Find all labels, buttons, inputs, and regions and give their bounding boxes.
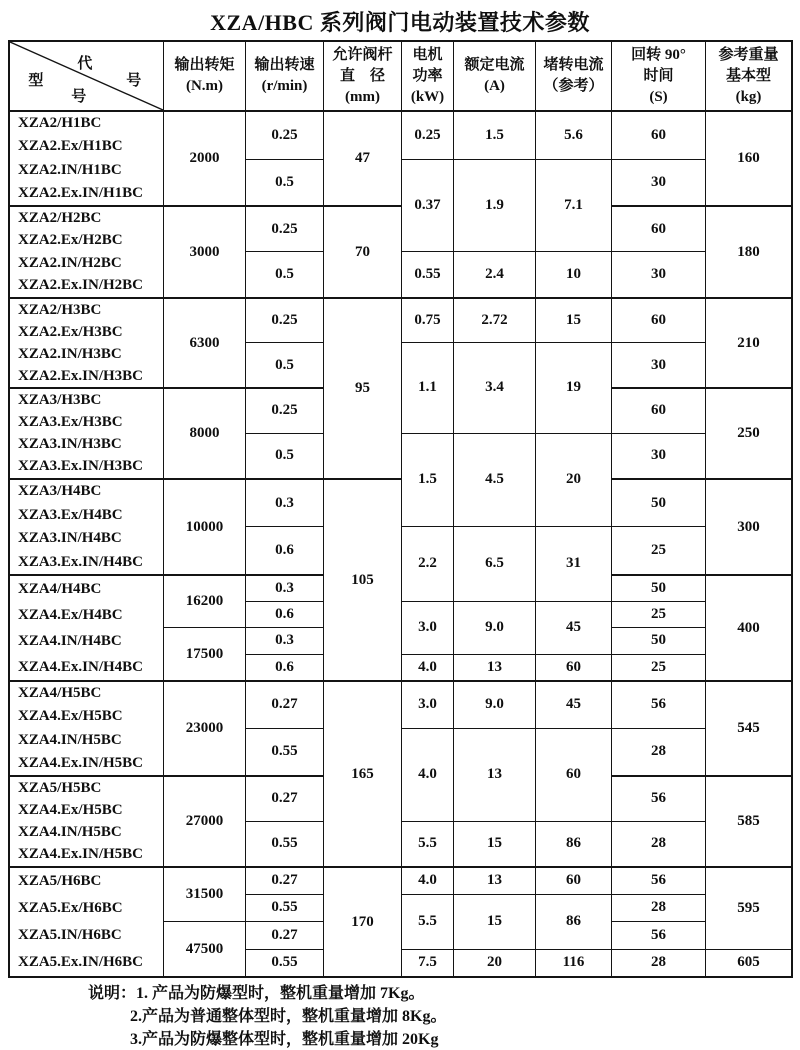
model-name: XZA5/H6BC [18, 873, 102, 889]
model-cell [10, 866, 163, 976]
model-name: XZA2/H2BC [18, 209, 102, 226]
current-cell: 6.5 [453, 526, 535, 601]
torque-cell: 10000 [163, 478, 245, 574]
model-name: XZA5.Ex/H6BC [18, 900, 123, 916]
model-name: XZA2.Ex/H2BC [18, 232, 123, 249]
locked-cell: 60 [535, 728, 611, 821]
time-cell: 60 [611, 205, 705, 251]
locked-cell: 116 [535, 949, 611, 977]
speed-cell: 0.5 [245, 433, 323, 479]
locked-cell: 45 [535, 680, 611, 728]
model-name: XZA5.IN/H6BC [18, 927, 122, 943]
power-cell: 0.37 [401, 159, 453, 252]
locked-cell: 15 [535, 297, 611, 342]
locked-cell: 60 [535, 866, 611, 894]
locked-cell: 19 [535, 342, 611, 433]
time-cell: 25 [611, 654, 705, 681]
note-text: 2.产品为普通整体型时，整机重量增加 8Kg。 [130, 1008, 447, 1025]
header-cell-weight [705, 42, 791, 110]
torque-cell: 31500 [163, 866, 245, 921]
model-name: XZA5/H5BC [18, 779, 102, 796]
power-cell: 0.55 [401, 251, 453, 297]
note-text: 1. 产品为防爆型时，整机重量增加 7Kg。 [136, 985, 425, 1002]
stem-cell: 105 [323, 478, 401, 680]
model-name: XZA4/H5BC [18, 685, 102, 702]
header-model-char-1: 型 [28, 72, 44, 89]
table-body [10, 112, 791, 976]
table-header [10, 42, 791, 112]
locked-cell: 86 [535, 894, 611, 949]
speed-cell: 0.5 [245, 159, 323, 206]
note-line [130, 1028, 446, 1050]
model-name: XZA2/H1BC [18, 115, 102, 132]
page-title: XZA/HBC 系列阀门电动装置技术参数 [210, 10, 590, 35]
stem-cell: 170 [323, 866, 401, 976]
model-cell [10, 297, 163, 387]
time-cell: 56 [611, 680, 705, 728]
current-cell: 20 [453, 949, 535, 977]
speed-cell: 0.6 [245, 654, 323, 681]
model-name: XZA5.Ex.IN/H6BC [18, 954, 144, 970]
locked-cell: 5.6 [535, 112, 611, 159]
model-name: XZA4.Ex/H5BC [18, 708, 123, 725]
stem-cell: 47 [323, 112, 401, 205]
time-cell: 28 [611, 894, 705, 922]
weight-cell: 160 [705, 112, 791, 205]
time-cell: 28 [611, 728, 705, 776]
spec-table [8, 40, 793, 978]
power-cell: 1.5 [401, 433, 453, 527]
locked-cell: 20 [535, 433, 611, 527]
header-line: 直 径 [339, 67, 385, 84]
current-cell: 1.9 [453, 159, 535, 252]
model-cell [10, 574, 163, 680]
model-name: XZA4.Ex.IN/H4BC [18, 658, 144, 675]
power-cell: 0.25 [401, 112, 453, 159]
locked-cell: 10 [535, 251, 611, 297]
current-cell: 9.0 [453, 680, 535, 728]
model-name: XZA2.IN/H1BC [18, 161, 122, 178]
header-cell-current [453, 42, 535, 110]
time-cell: 30 [611, 159, 705, 206]
locked-cell: 60 [535, 654, 611, 681]
power-cell: 2.2 [401, 526, 453, 601]
header-line: (r/min) [261, 78, 308, 94]
header-line: 基本型 [725, 67, 771, 84]
torque-cell: 2000 [163, 112, 245, 205]
model-cell [10, 112, 163, 205]
notes [88, 982, 446, 1050]
speed-cell: 0.5 [245, 342, 323, 387]
torque-cell: 47500 [163, 921, 245, 976]
time-cell: 60 [611, 297, 705, 342]
stem-cell: 70 [323, 205, 401, 297]
power-cell: 0.75 [401, 297, 453, 342]
note-line [88, 982, 446, 1005]
power-cell: 4.0 [401, 866, 453, 894]
speed-cell: 0.3 [245, 478, 323, 526]
header-code-char-2: 号 [126, 72, 142, 89]
speed-cell: 0.3 [245, 627, 323, 654]
model-name: XZA2.IN/H3BC [18, 345, 122, 362]
locked-cell: 45 [535, 601, 611, 654]
current-cell: 2.4 [453, 251, 535, 297]
model-name: XZA3.Ex/H4BC [18, 506, 123, 523]
speed-cell: 0.6 [245, 601, 323, 628]
torque-cell: 16200 [163, 574, 245, 627]
time-cell: 30 [611, 342, 705, 387]
header-line: 堵转电流 [543, 57, 604, 73]
speed-cell: 0.3 [245, 574, 323, 601]
speed-cell: 0.25 [245, 387, 323, 433]
model-cell [10, 205, 163, 297]
notes-label: 说明： [88, 985, 137, 1002]
model-cell [10, 478, 163, 574]
model-name: XZA3/H3BC [18, 391, 102, 408]
model-name: XZA4.Ex.IN/H5BC [18, 754, 144, 771]
weight-cell: 250 [705, 387, 791, 478]
model-name: XZA4/H4BC [18, 580, 102, 597]
weight-cell: 400 [705, 574, 791, 680]
header-line: 允许阀杆 [332, 46, 393, 63]
speed-cell: 0.55 [245, 821, 323, 867]
model-name: XZA3.Ex.IN/H4BC [18, 553, 144, 570]
header-cell-time [611, 42, 705, 110]
power-cell: 3.0 [401, 601, 453, 654]
model-name: XZA4.Ex/H4BC [18, 606, 123, 623]
speed-cell: 0.27 [245, 775, 323, 821]
power-cell: 4.0 [401, 654, 453, 681]
header-line: 时间 [643, 67, 674, 84]
header-cell-locked [535, 42, 611, 110]
model-cell [10, 775, 163, 866]
torque-cell: 3000 [163, 205, 245, 297]
power-cell: 5.5 [401, 821, 453, 867]
model-name: XZA2.Ex.IN/H3BC [18, 367, 144, 384]
torque-cell: 17500 [163, 627, 245, 680]
time-cell: 25 [611, 601, 705, 628]
header-cell-torque [163, 42, 245, 110]
locked-cell: 86 [535, 821, 611, 867]
header-line: (kW) [410, 88, 445, 105]
torque-cell: 27000 [163, 775, 245, 866]
model-name: XZA3.Ex.IN/H3BC [18, 458, 144, 475]
stem-cell: 165 [323, 680, 401, 866]
model-name: XZA3.IN/H4BC [18, 530, 122, 547]
header-cell-speed [245, 42, 323, 110]
note-text: 3.产品为防爆整体型时，整机重量增加 20Kg [130, 1031, 439, 1048]
current-cell: 15 [453, 894, 535, 949]
model-name: XZA4.Ex/H5BC [18, 801, 123, 818]
speed-cell: 0.25 [245, 205, 323, 251]
time-cell: 30 [611, 433, 705, 479]
time-cell: 60 [611, 387, 705, 433]
time-cell: 50 [611, 574, 705, 601]
header-code-char-1: 代 [77, 56, 93, 73]
time-cell: 30 [611, 251, 705, 297]
speed-cell: 0.25 [245, 112, 323, 159]
header-line: (mm) [345, 88, 380, 105]
header-cell-model-code [10, 42, 163, 110]
model-name: XZA3.IN/H3BC [18, 436, 122, 453]
speed-cell: 0.5 [245, 251, 323, 297]
model-name: XZA2.IN/H2BC [18, 254, 122, 271]
time-cell: 60 [611, 112, 705, 159]
speed-cell: 0.27 [245, 680, 323, 728]
model-name: XZA4.IN/H5BC [18, 731, 122, 748]
model-name: XZA4.Ex.IN/H5BC [18, 846, 144, 863]
header-cell-stem [323, 42, 401, 110]
header-line: 功率 [412, 67, 443, 84]
header-cell-power [401, 42, 453, 110]
power-cell: 7.5 [401, 949, 453, 977]
power-cell: 4.0 [401, 728, 453, 821]
power-cell: 5.5 [401, 894, 453, 949]
weight-cell: 595 [705, 866, 791, 949]
model-name: XZA2.Ex/H1BC [18, 138, 123, 155]
model-name: XZA2.Ex.IN/H1BC [18, 184, 144, 201]
header-line: 电机 [412, 46, 443, 63]
time-cell: 50 [611, 627, 705, 654]
time-cell: 56 [611, 775, 705, 821]
current-cell: 4.5 [453, 433, 535, 527]
model-cell [10, 680, 163, 775]
model-name: XZA3/H4BC [18, 483, 102, 500]
current-cell: 15 [453, 821, 535, 867]
current-cell: 1.5 [453, 112, 535, 159]
header-line: (N.m) [185, 78, 224, 94]
header-line: 参考重量 [718, 46, 779, 63]
weight-cell: 300 [705, 478, 791, 574]
time-cell: 28 [611, 949, 705, 977]
speed-cell: 0.27 [245, 866, 323, 894]
model-name: XZA2.Ex.IN/H2BC [18, 277, 144, 294]
power-cell: 3.0 [401, 680, 453, 728]
header-model-char-2: 号 [71, 88, 87, 105]
time-cell: 56 [611, 921, 705, 949]
header-line: (A) [484, 78, 505, 94]
model-name: XZA4.IN/H5BC [18, 824, 122, 841]
note-line [130, 1005, 446, 1028]
speed-cell: 0.27 [245, 921, 323, 949]
weight-cell: 605 [705, 949, 791, 977]
time-cell: 50 [611, 478, 705, 526]
torque-cell: 8000 [163, 387, 245, 478]
speed-cell: 0.55 [245, 728, 323, 776]
speed-cell: 0.55 [245, 894, 323, 922]
time-cell: 56 [611, 866, 705, 894]
model-name: XZA3.Ex/H3BC [18, 413, 123, 430]
model-cell [10, 387, 163, 478]
speed-cell: 0.55 [245, 949, 323, 977]
current-cell: 2.72 [453, 297, 535, 342]
header-line: 额定电流 [464, 57, 525, 73]
time-cell: 25 [611, 526, 705, 574]
header-line: 输出转矩 [174, 57, 235, 73]
header-line: （参考） [543, 78, 604, 94]
header-line: 回转 90° [631, 46, 686, 63]
model-name: XZA4.IN/H4BC [18, 632, 122, 649]
weight-cell: 210 [705, 297, 791, 387]
header-line: 输出转速 [254, 57, 315, 73]
locked-cell: 7.1 [535, 159, 611, 252]
torque-cell: 23000 [163, 680, 245, 775]
locked-cell: 31 [535, 526, 611, 601]
current-cell: 3.4 [453, 342, 535, 433]
model-name: XZA2/H3BC [18, 301, 102, 318]
header-line: (S) [649, 88, 668, 105]
time-cell: 28 [611, 821, 705, 867]
weight-cell: 545 [705, 680, 791, 775]
model-name: XZA2.Ex/H3BC [18, 323, 123, 340]
speed-cell: 0.25 [245, 297, 323, 342]
header-line: (kg) [735, 88, 762, 105]
current-cell: 13 [453, 728, 535, 821]
weight-cell: 180 [705, 205, 791, 297]
current-cell: 13 [453, 866, 535, 894]
current-cell: 9.0 [453, 601, 535, 654]
power-cell: 1.1 [401, 342, 453, 433]
speed-cell: 0.6 [245, 526, 323, 574]
weight-cell: 585 [705, 775, 791, 866]
torque-cell: 6300 [163, 297, 245, 387]
current-cell: 13 [453, 654, 535, 681]
stem-cell: 95 [323, 297, 401, 478]
